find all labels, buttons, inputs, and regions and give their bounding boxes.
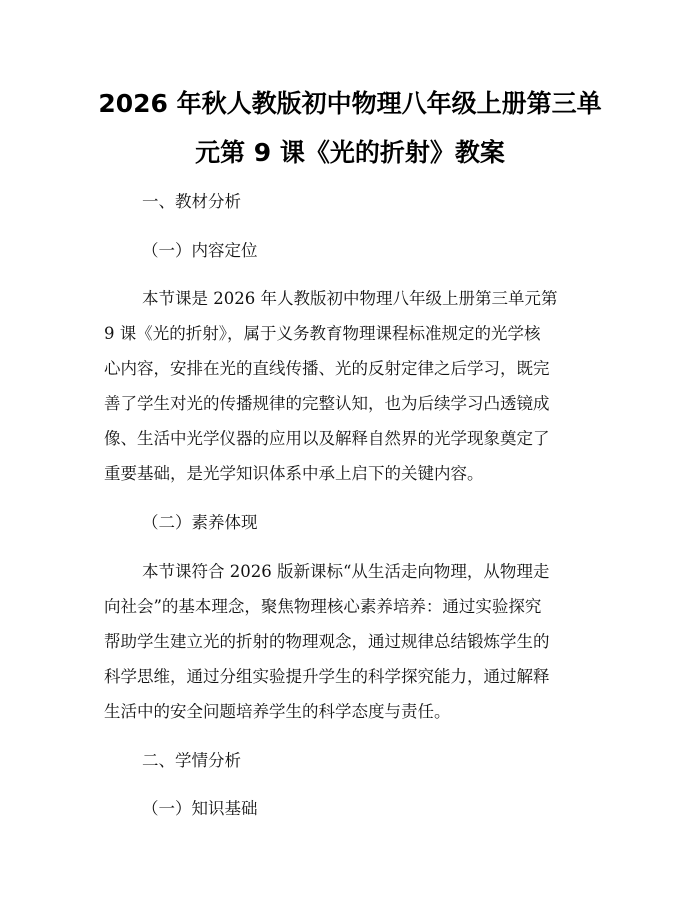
subheading-knowledge-base: （一）知识基础 [142,799,258,818]
paragraph-line: 重要基础，是光学知识体系中承上启下的关键内容。 [104,464,484,483]
paragraph-line: 心内容，安排在光的直线传播、光的反射定律之后学习，既完 [104,359,550,378]
section-heading-textbook-analysis: 一、教材分析 [142,192,241,211]
subheading-content-positioning: （一）内容定位 [142,241,258,260]
paragraph-line: 9 课《光的折射》，属于义务教育物理课程标准规定的光学核 [104,324,541,343]
subheading-competency: （二）素养体现 [142,513,258,532]
paragraph-line: 本节课符合 2026 版新课标“从生活走向物理，从物理走 [142,562,550,581]
paragraph-line: 帮助学生建立光的折射的物理观念，通过规律总结锻炼学生的 [104,632,550,651]
paragraph-line: 本节课是 2026 年人教版初中物理八年级上册第三单元第 [142,289,558,308]
paragraph-line: 科学思维，通过分组实验提升学生的科学探究能力，通过解释 [104,667,550,686]
paragraph-line: 像、生活中光学仪器的应用以及解释自然界的光学现象奠定了 [104,429,550,448]
document-title-line-2: 元第 9 课《光的折射》教案 [195,138,505,167]
paragraph-line: 善了学生对光的传播规律的完整认知，也为后续学习凸透镜成 [104,394,550,413]
paragraph-line: 生活中的安全问题培养学生的科学态度与责任。 [104,702,451,721]
section-heading-learner-analysis: 二、学情分析 [142,751,241,770]
paragraph-line: 向社会”的基本理念，聚焦物理核心素养培养：通过实验探究 [104,597,542,616]
document-title-line-1: 2026 年秋人教版初中物理八年级上册第三单 [98,89,602,118]
